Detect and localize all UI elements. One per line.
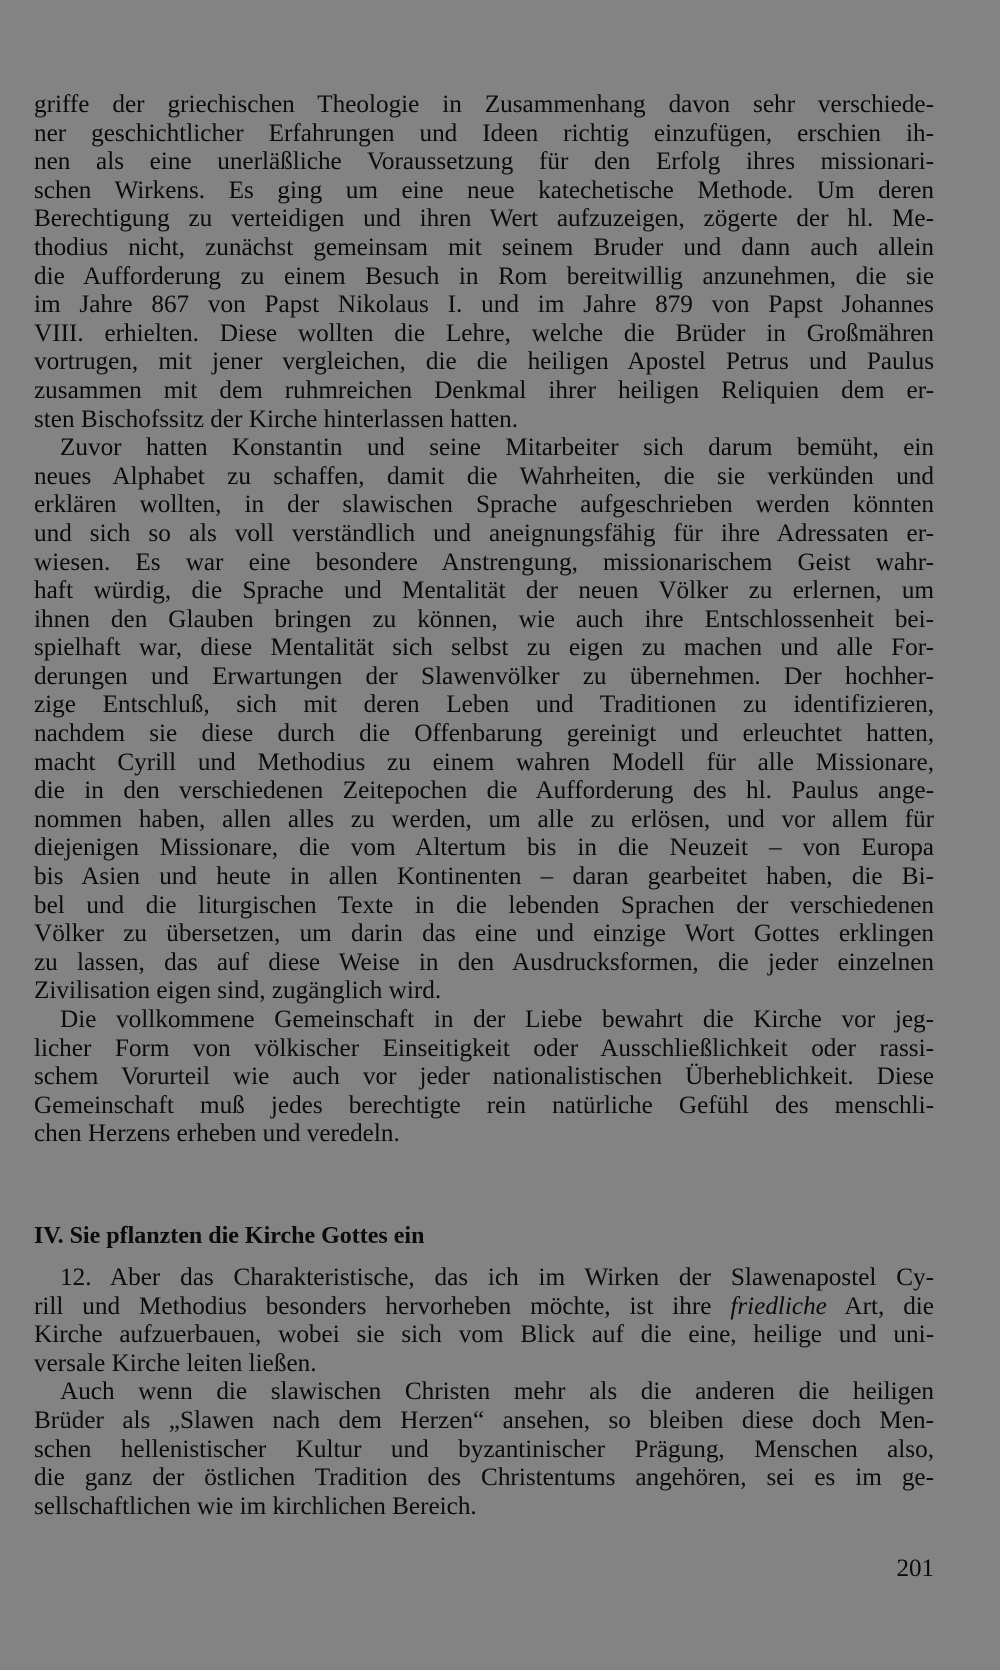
text-line: wiesen. Es war eine besondere Anstrengung, missionarischem Geist wahr- xyxy=(34,548,934,576)
text-line: nachdem sie diese durch die Offenbarung gereinigt und erleuchtet hatten, xyxy=(34,720,934,748)
text-line: ihnen den Glauben bringen zu können, wie auch ihre Entschlossenheit bei- xyxy=(34,605,934,633)
text-line: sellschaftlichen wie im kirchlichen Bereich. xyxy=(34,1492,477,1520)
text-span: rill und Methodius besonders hervorheben möchte, ist ihre xyxy=(34,1292,731,1320)
text-line: bis Asien und heute in allen Kontinenten – daran gearbeitet haben, die Bi- xyxy=(34,863,934,891)
text-line: neues Alphabet zu schaffen, damit die Wahrheiten, die sie verkünden und xyxy=(34,462,934,490)
text-line: Zivilisation eigen sind, zugänglich wird. xyxy=(34,977,442,1005)
text-line: bel und die liturgischen Texte in die lebenden Sprachen der verschiedenen xyxy=(34,891,934,919)
paragraph xyxy=(34,1006,934,1149)
text-line: versale Kirche leiten ließen. xyxy=(34,1349,317,1377)
text-line: nommen haben, allen alles zu werden, um alle zu erlösen, und vor allem für xyxy=(34,805,934,833)
text-line: Die vollkommene Gemeinschaft in der Liebe bewahrt die Kirche vor jeg- xyxy=(60,1006,934,1033)
text-line: Auch wenn die slawischen Christen mehr als die anderen die heiligen xyxy=(60,1378,934,1406)
text-line: vortrugen, mit jener vergleichen, die die heiligen Apostel Petrus und Paulus xyxy=(34,348,934,376)
text-line: zige Entschluß, sich mit deren Leben und Traditionen zu identifizieren, xyxy=(34,691,934,719)
text-line: zusammen mit dem ruhmreichen Denkmal ihrer heiligen Reliquien dem er- xyxy=(34,376,934,404)
text-line: griffe der griechischen Theologie in Zusammenhang davon sehr verschiede- xyxy=(34,91,934,118)
text-line: spielhaft war, diese Mentalität sich selbst zu eigen zu machen und alle For- xyxy=(34,634,934,662)
text-line: und sich so als voll verständlich und aneignungsfähig für ihre Adressaten er- xyxy=(34,519,934,547)
text-line: ner geschichtlicher Erfahrungen und Ideen richtig einzufügen, erschien ih- xyxy=(34,119,934,147)
text-span: Art, die xyxy=(826,1292,934,1320)
text-line: die ganz der östlichen Tradition des Christentums angehören, sei es im ge- xyxy=(34,1464,934,1492)
text-line: macht Cyrill und Methodius zu einem wahren Modell für alle Missionare, xyxy=(34,748,934,776)
body-text-lower xyxy=(34,1264,934,1521)
text-line: Zuvor hatten Konstantin und seine Mitarbeiter sich darum bemüht, ein xyxy=(60,434,934,462)
text-line: chen Herzens erheben und veredeln. xyxy=(34,1120,400,1148)
text-line: derungen und Erwartungen der Slawenvölker zu übernehmen. Der hochher- xyxy=(34,662,934,690)
section-heading: IV. Sie pflanzten die Kirche Gottes ein xyxy=(34,1223,425,1249)
text-line: Kirche aufzuerbauen, wobei sie sich vom Blick auf die eine, heilige und uni- xyxy=(34,1321,934,1349)
text-line: thodius nicht, zunächst gemeinsam mit seinem Bruder und dann auch allein xyxy=(34,233,934,261)
paragraph xyxy=(34,434,934,1006)
paragraph xyxy=(34,1378,934,1521)
text-line: haft würdig, die Sprache und Mentalität der neuen Völker zu erlernen, um xyxy=(34,577,934,605)
text-line: nen als eine unerläßliche Voraussetzung für den Erfolg ihres missionari- xyxy=(34,148,934,176)
paragraph-12 xyxy=(34,1264,934,1378)
text-line: im Jahre 867 von Papst Nikolaus I. und im Jahre 879 von Papst Johannes xyxy=(34,291,934,319)
emphasis-text: friedliche xyxy=(730,1292,827,1320)
text-line: diejenigen Missionare, die vom Altertum bis in die Neuzeit – von Europa xyxy=(34,834,934,862)
text-line: licher Form von völkischer Einseitigkeit oder Ausschließlichkeit oder rassi- xyxy=(34,1034,934,1062)
text-line: die in den verschiedenen Zeitepochen die Aufforderung des hl. Paulus ange- xyxy=(34,777,934,805)
text-line: 12. Aber das Charakteristische, das ich im Wirken der Slawenapostel Cy- xyxy=(60,1264,934,1291)
page-number: 201 xyxy=(896,1555,934,1582)
text-line: die Aufforderung zu einem Besuch in Rom bereitwillig anzunehmen, die sie xyxy=(34,262,934,290)
text-line: zu lassen, das auf diese Weise in den Ausdrucksformen, die jeder einzelnen xyxy=(34,948,934,976)
body-text-upper xyxy=(34,91,934,1149)
text-line: Völker zu übersetzen, um darin das eine und einzige Wort Gottes erklingen xyxy=(34,920,934,948)
paragraph xyxy=(34,91,934,434)
text-line xyxy=(34,1293,934,1322)
text-line: Gemeinschaft muß jedes berechtigte rein natürliche Gefühl des menschli- xyxy=(34,1091,934,1119)
text-line: schen hellenistischer Kultur und byzantinischer Prägung, Menschen also, xyxy=(34,1435,934,1463)
text-line: VIII. erhielten. Diese wollten die Lehre, welche die Brüder in Großmähren xyxy=(34,319,934,347)
text-line: schem Vorurteil wie auch vor jeder nationalistischen Überheblichkeit. Diese xyxy=(34,1063,934,1091)
text-line: Brüder als „Slawen nach dem Herzen“ ansehen, so bleiben diese doch Men- xyxy=(34,1406,934,1434)
text-line: sten Bischofssitz der Kirche hinterlassen hatten. xyxy=(34,405,519,433)
text-line: Berechtigung zu verteidigen und ihren Wert aufzuzeigen, zögerte der hl. Me- xyxy=(34,205,934,233)
text-line: erklären wollten, in der slawischen Sprache aufgeschrieben werden könnten xyxy=(34,491,934,519)
text-line: schen Wirkens. Es ging um eine neue katechetische Methode. Um deren xyxy=(34,176,934,204)
